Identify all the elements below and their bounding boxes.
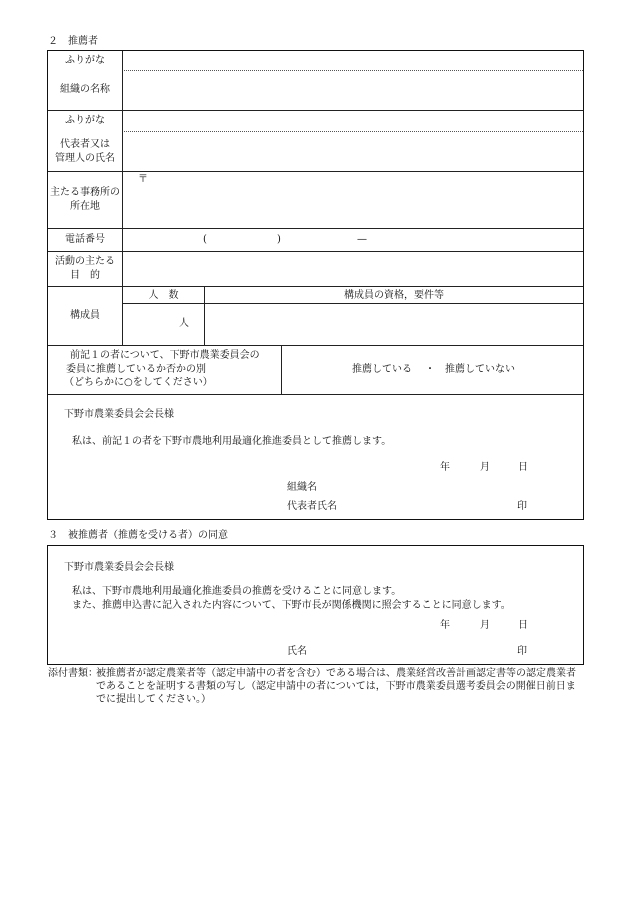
consent-addressee: 下野市農業委員会会長様 — [64, 562, 174, 573]
purpose-input[interactable] — [123, 253, 581, 285]
furigana-label-2: ふりがな — [65, 115, 105, 126]
members-qualification-input[interactable] — [206, 305, 582, 344]
org-name-signature-input[interactable] — [322, 480, 502, 494]
furigana-label-1: ふりがな — [65, 55, 105, 66]
address-input[interactable] — [123, 173, 581, 227]
rep-name-input[interactable] — [123, 133, 581, 170]
attachment-label: 添付書類： — [48, 668, 98, 679]
members-label: 構成員 — [70, 310, 100, 321]
address-label-line2: 所在地 — [70, 201, 100, 212]
phone-input[interactable] — [123, 230, 581, 250]
purpose-label-line1: 活動の主たる — [55, 256, 115, 267]
seal-mark: 印 — [517, 501, 527, 512]
recommend-question-line2: 委員に推薦しているか否かの別 — [66, 364, 206, 375]
date-day: 日 — [518, 462, 528, 473]
postal-mark: 〒 — [138, 174, 148, 185]
consent-statement-line2: また、推薦申込書に記入された内容について、下野市長が関係機関に照会することに同意します。 — [72, 600, 511, 611]
phone-label: 電話番号 — [65, 234, 105, 245]
addressee: 下野市農業委員会会長様 — [64, 409, 174, 420]
recommend-separator: ・ — [425, 364, 435, 375]
members-count-header: 人 数 — [148, 290, 179, 301]
consent-name-input[interactable] — [312, 644, 507, 658]
phone-paren-open: ( — [203, 234, 207, 245]
date-month: 月 — [480, 462, 490, 473]
consent-seal-mark: 印 — [517, 646, 527, 657]
furigana-input-1[interactable] — [123, 52, 581, 69]
recommend-no-option[interactable]: 推薦していない — [445, 364, 515, 375]
rep-signature-input[interactable] — [340, 499, 510, 513]
recommend-yes-option[interactable]: 推薦している — [352, 364, 412, 375]
rep-name-label-line2: 管理人の氏名 — [55, 153, 115, 164]
attachment-line2: であることを証明する書類の写し（認定申請中の者については，下野市農業委員選考委員会の開催日前日ま — [96, 681, 576, 692]
rep-name-label-line1: 代表者又は — [60, 139, 110, 150]
consent-statement-line1: 私は、下野市農地利用最適化推進委員の推薦を受けることに同意します。 — [72, 586, 402, 597]
consent-date-day: 日 — [518, 620, 528, 631]
org-name-label: 組織の名称 — [60, 84, 110, 95]
attachment-line3: でに提出してください。） — [96, 694, 211, 705]
section2-heading: ２ 推薦者 — [48, 36, 98, 47]
members-unit: 人 — [179, 318, 189, 329]
phone-dash: — — [357, 234, 367, 245]
members-qualification-header: 構成員の資格，要件等 — [344, 290, 444, 301]
phone-paren-close: ) — [277, 234, 281, 245]
rep-label: 代表者氏名 — [287, 501, 337, 512]
consent-name-label: 氏名 — [287, 646, 307, 657]
attachment-line1: 被推薦者が認定農業者等（認定申請中の者を含む）である場合は、農業経営改善計画認定書等の認定農業者 — [96, 668, 576, 679]
recommend-question-line1: 前記１の者について、下野市農業委員会の — [70, 350, 260, 361]
members-count-input[interactable] — [123, 305, 203, 344]
consent-date-month: 月 — [480, 620, 490, 631]
org-name-input[interactable] — [123, 72, 581, 109]
recommend-statement: 私は、前記１の者を下野市農地利用最適化推進委員として推薦します。 — [72, 436, 392, 447]
furigana-input-2[interactable] — [123, 112, 581, 130]
recommend-question-line3: （どちらかに○をしてください） — [64, 377, 213, 388]
date-year: 年 — [440, 462, 450, 473]
org-label: 組織名 — [287, 482, 317, 493]
purpose-label-line2: 目 的 — [70, 270, 100, 281]
address-label-line1: 主たる事務所の — [50, 187, 120, 198]
section3-heading: ３ 被推薦者（推薦を受ける者）の同意 — [48, 530, 228, 541]
consent-date-year: 年 — [440, 620, 450, 631]
